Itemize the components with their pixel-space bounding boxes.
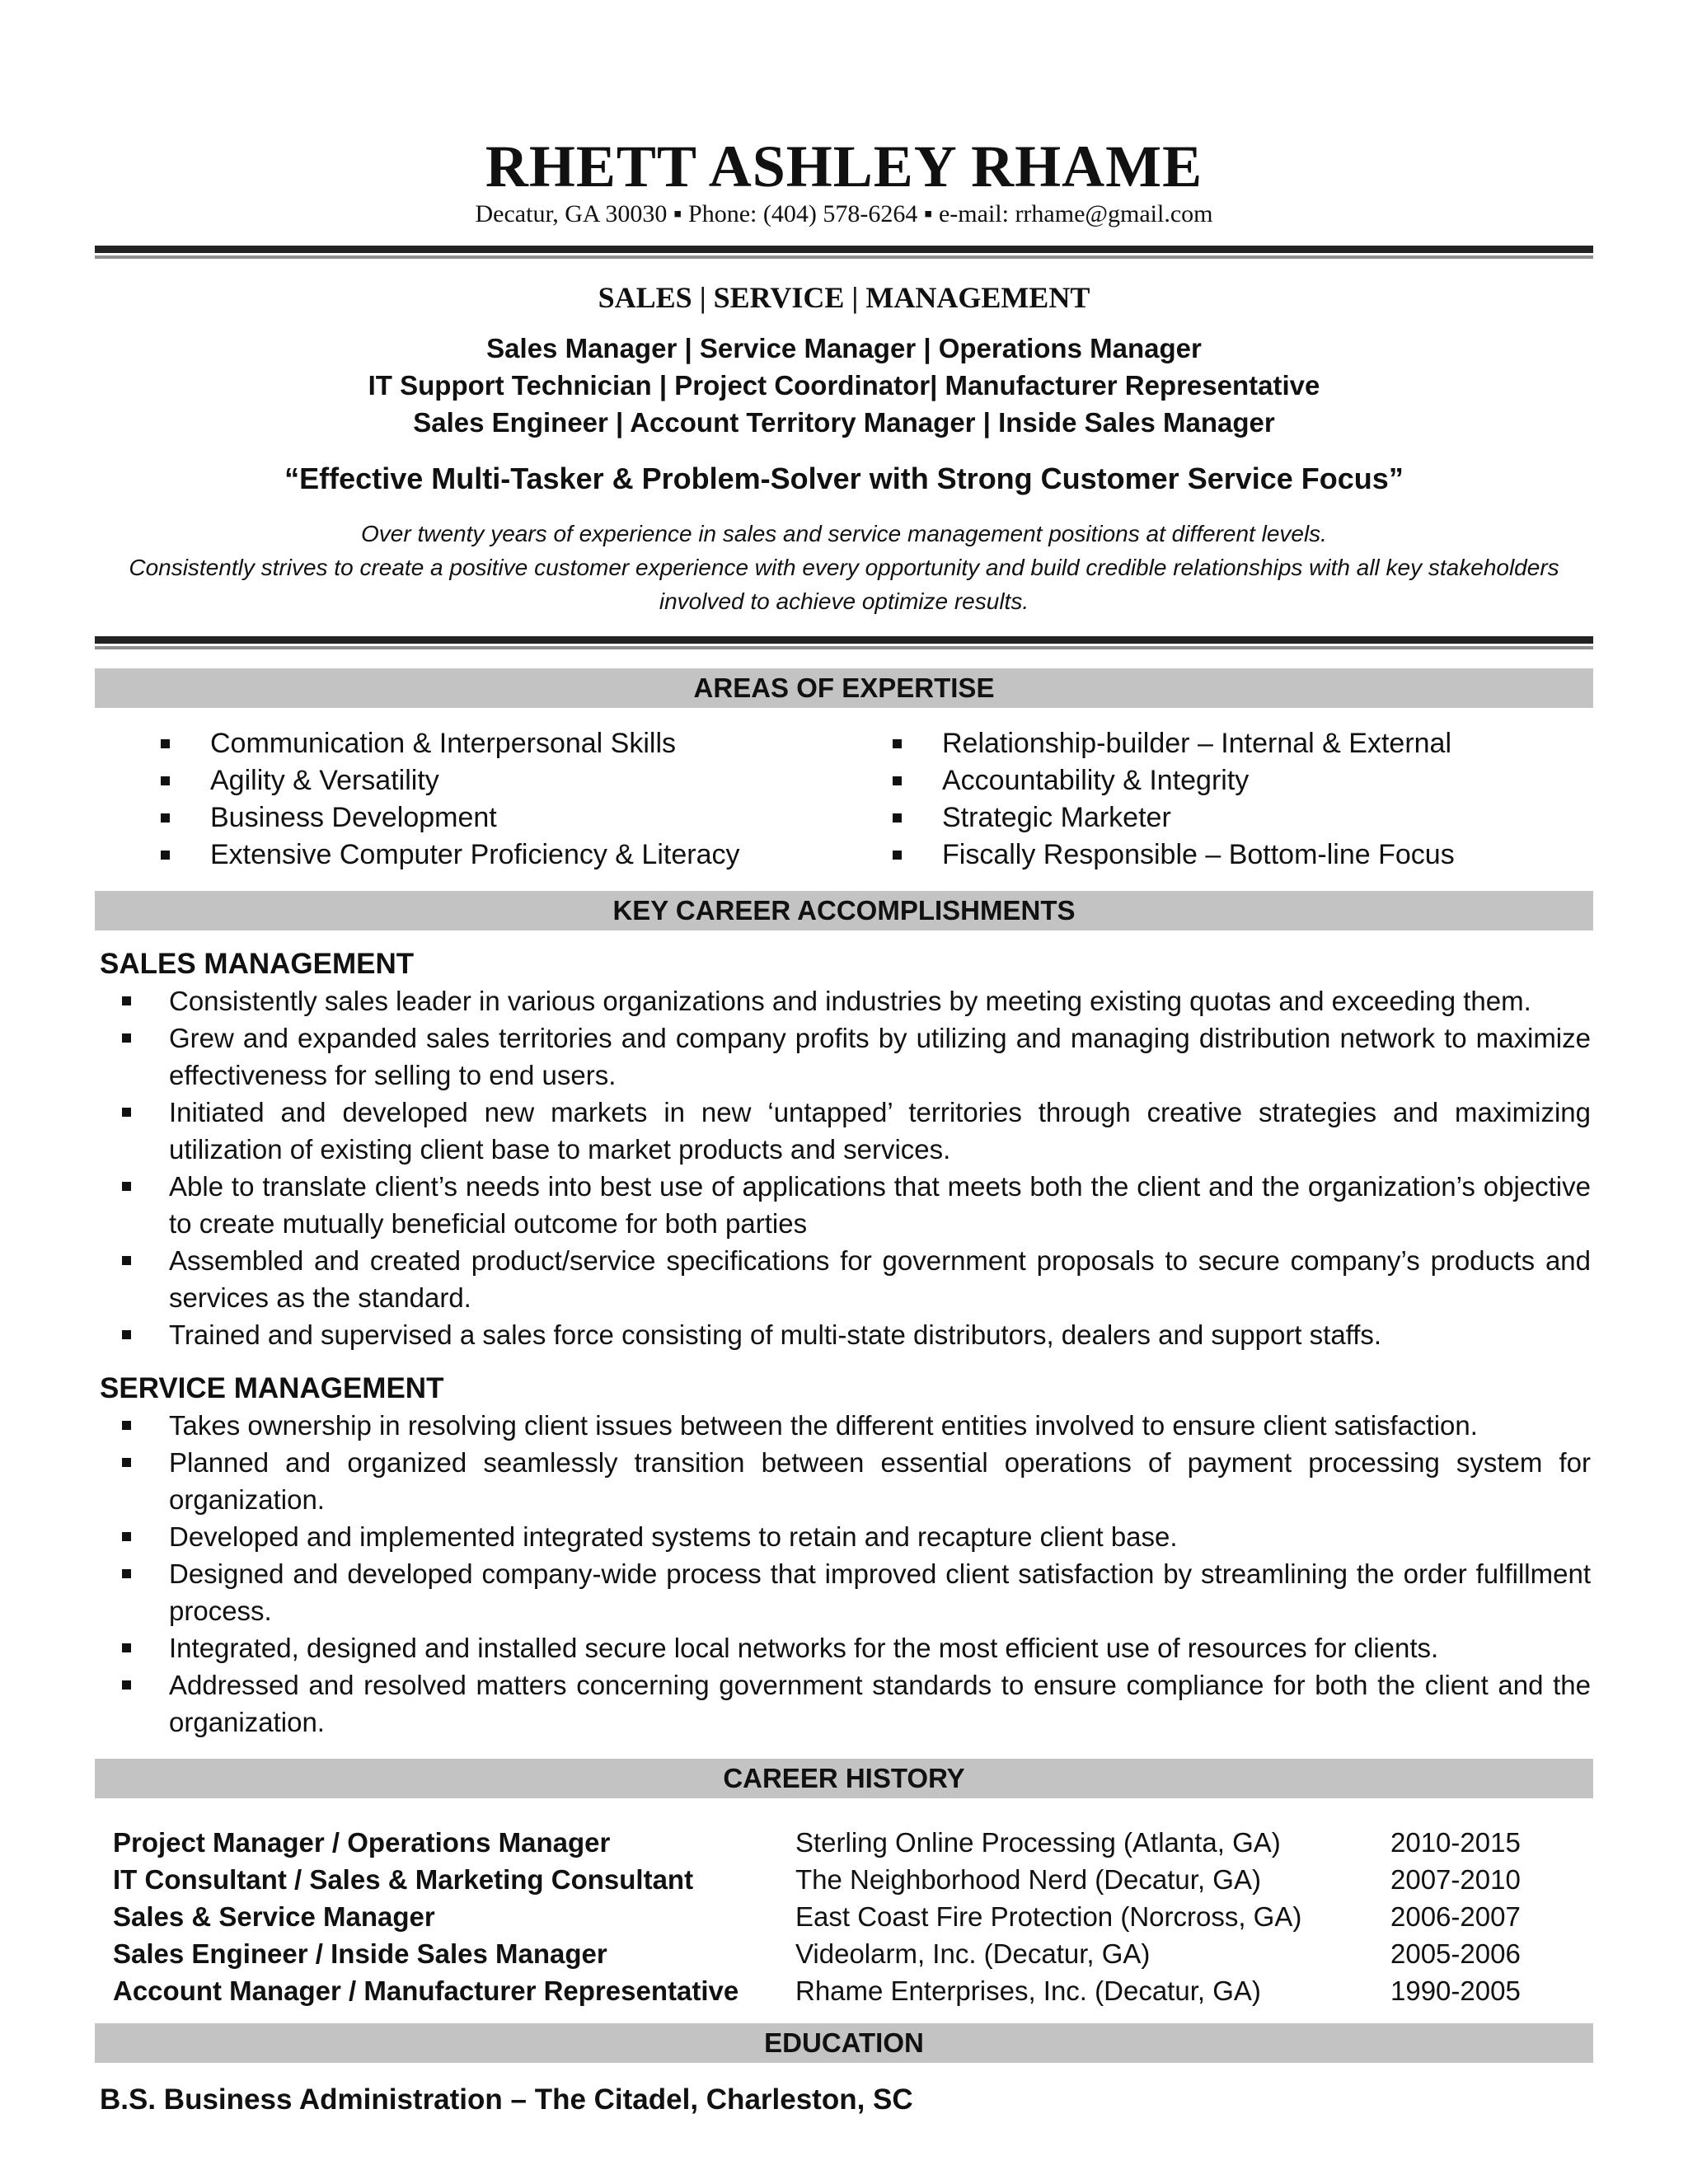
profile-quote: “Effective Multi-Tasker & Problem-Solver with Strong Customer Service Focus” [284,462,1404,495]
accomplishment-text: Planned and organized seamlessly transition between essential operations of payment processing system for organization. [169,1447,1591,1515]
accomplishment-text: Consistently sales leader in various organizations and industries by meeting existing quotas and exceeding them. [169,986,1531,1016]
list-item [95,1168,1591,1242]
list-item [95,1316,1591,1353]
employment-years: 1990-2005 [1390,1975,1521,2006]
education-degree: B.S. Business Administration – The Citadel, Charleston, SC [100,2083,913,2116]
bullet-icon [122,1182,131,1191]
employment-years: 2006-2007 [1390,1901,1521,1932]
list-item [95,1407,1591,1444]
accomplishment-text: Designed and developed company-wide process that improved client satisfaction by streamlining the order fulfillment process. [169,1558,1591,1626]
accomplishment-text: Takes ownership in resolving client issues between the different entities involved to ensure client satisfaction. [169,1410,1478,1441]
bullet-icon [161,851,170,860]
bullet-icon [893,851,902,860]
list-item [95,1444,1591,1518]
employer: East Coast Fire Protection (Norcross, GA) [795,1901,1302,1932]
target-positions [95,330,1593,441]
list-item [798,799,1523,837]
accomplishment-text: Integrated, designed and installed secure local networks for the most efficient use of resources for clients. [169,1633,1439,1663]
list-item [95,725,820,762]
target-line: Sales Manager | Service Manager | Operations Manager [486,333,1202,363]
expertise-item: Fiscally Responsible – Bottom-line Focus [942,839,1455,870]
candidate-name: RHETT ASHLEY RHAME [485,134,1203,199]
list-item [798,725,1523,762]
table-row [113,1824,1593,1861]
accomplishment-text: Trained and supervised a sales force consisting of multi-state distributors, dealers and support staffs. [169,1319,1382,1350]
table-row [113,1935,1593,1972]
expertise-item: Business Development [210,802,497,833]
service-management-heading: SERVICE MANAGEMENT [100,1372,444,1404]
list-item [95,982,1591,1019]
accomplishment-text: Grew and expanded sales territories and company profits by utilizing and managing distribution network to maximize effectiveness for selling to end users. [169,1023,1591,1090]
employment-years: 2005-2006 [1390,1938,1521,1969]
bullet-icon [122,1330,131,1339]
accomplishment-text: Developed and implemented integrated systems to retain and recapture client base. [169,1521,1178,1552]
expertise-item: Agility & Versatility [210,765,439,796]
summary-line: Consistently strives to create a positive customer experience with every opportunity and build credible relationships with all key stakeholders involved to achieve optimize results. [129,555,1559,614]
bullet-icon [893,813,902,823]
list-item [95,762,820,799]
bullet-icon [122,1108,131,1117]
list-item [95,1555,1591,1629]
employer: Rhame Enterprises, Inc. (Decatur, GA) [795,1975,1261,2006]
bullet-icon [122,1421,131,1430]
bullet-icon [122,1458,131,1467]
sales-management-heading: SALES MANAGEMENT [100,948,415,980]
service-management-list [95,1407,1591,1741]
list-item [95,1666,1591,1741]
bullet-icon [161,739,170,748]
list-item [95,1629,1591,1666]
contact-line: Decatur, GA 30030 ▪ Phone: (404) 578-6264 ▪ e-mail: rrhame@gmail.com [475,200,1213,227]
bullet-icon [122,1033,131,1043]
target-line: IT Support Technician | Project Coordinator| Manufacturer Representative [368,370,1320,401]
job-title: IT Consultant / Sales & Marketing Consultant [113,1864,694,1895]
education-heading: EDUCATION [95,2023,1593,2063]
employment-years: 2010-2015 [1390,1827,1521,1858]
table-row [113,1972,1593,2009]
employer: Videolarm, Inc. (Decatur, GA) [795,1938,1151,1969]
bullet-icon [161,813,170,823]
expertise-right-column [798,725,1523,874]
bullet-icon [122,1256,131,1265]
expertise-heading: AREAS OF EXPERTISE [95,668,1593,708]
expertise-left-column [95,725,820,874]
table-row [113,1898,1593,1935]
accomplishment-text: Assembled and created product/service specifications for government proposals to secure company’s products and services as the standard. [169,1245,1591,1313]
list-item [798,762,1523,799]
header-divider [95,246,1593,259]
expertise-item: Accountability & Integrity [942,765,1250,796]
bullet-icon [122,1680,131,1690]
employment-years: 2007-2010 [1390,1864,1521,1895]
employer: The Neighborhood Nerd (Decatur, GA) [795,1864,1261,1895]
bullet-icon [893,739,902,748]
bullet-icon [122,1532,131,1541]
list-item [95,837,820,874]
list-item [95,1242,1591,1316]
expertise-item: Strategic Marketer [942,802,1171,833]
job-title: Project Manager / Operations Manager [113,1827,611,1858]
list-item [798,837,1523,874]
career-history-heading: CAREER HISTORY [95,1759,1593,1798]
expertise-item: Communication & Interpersonal Skills [210,728,677,759]
list-item [95,1518,1591,1555]
list-item [95,799,820,837]
bullet-icon [893,776,902,785]
employer: Sterling Online Processing (Atlanta, GA) [795,1827,1281,1858]
profile-divider [95,636,1593,649]
sales-management-list [95,982,1591,1353]
summary-line: Over twenty years of experience in sales and service management positions at different levels. [361,521,1327,546]
profile-tagline: SALES | SERVICE | MANAGEMENT [598,281,1090,314]
career-history-table [113,1824,1593,2009]
expertise-item: Relationship-builder – Internal & External [942,728,1452,759]
accomplishment-text: Initiated and developed new markets in new ‘untapped’ territories through creative strategies and maximizing utilization of existing client base to market products and services. [169,1097,1591,1165]
bullet-icon [122,1569,131,1578]
accomplishments-heading: KEY CAREER ACCOMPLISHMENTS [95,891,1593,930]
job-title: Sales Engineer / Inside Sales Manager [113,1938,607,1969]
table-row [113,1861,1593,1898]
bullet-icon [122,1643,131,1652]
bullet-icon [161,776,170,785]
list-item [95,1094,1591,1168]
job-title: Account Manager / Manufacturer Representative [113,1975,739,2006]
accomplishment-text: Addressed and resolved matters concerning government standards to ensure compliance for both the client and the organization. [169,1670,1591,1737]
target-line: Sales Engineer | Account Territory Manager | Inside Sales Manager [413,407,1275,438]
job-title: Sales & Service Manager [113,1901,435,1932]
expertise-item: Extensive Computer Proficiency & Literacy [210,839,740,870]
list-item [95,1019,1591,1094]
profile-summary [128,517,1560,618]
accomplishment-text: Able to translate client’s needs into best use of applications that meets both the client and the organization’s objective to create mutually beneficial outcome for both parties [169,1171,1591,1239]
bullet-icon [122,996,131,1005]
